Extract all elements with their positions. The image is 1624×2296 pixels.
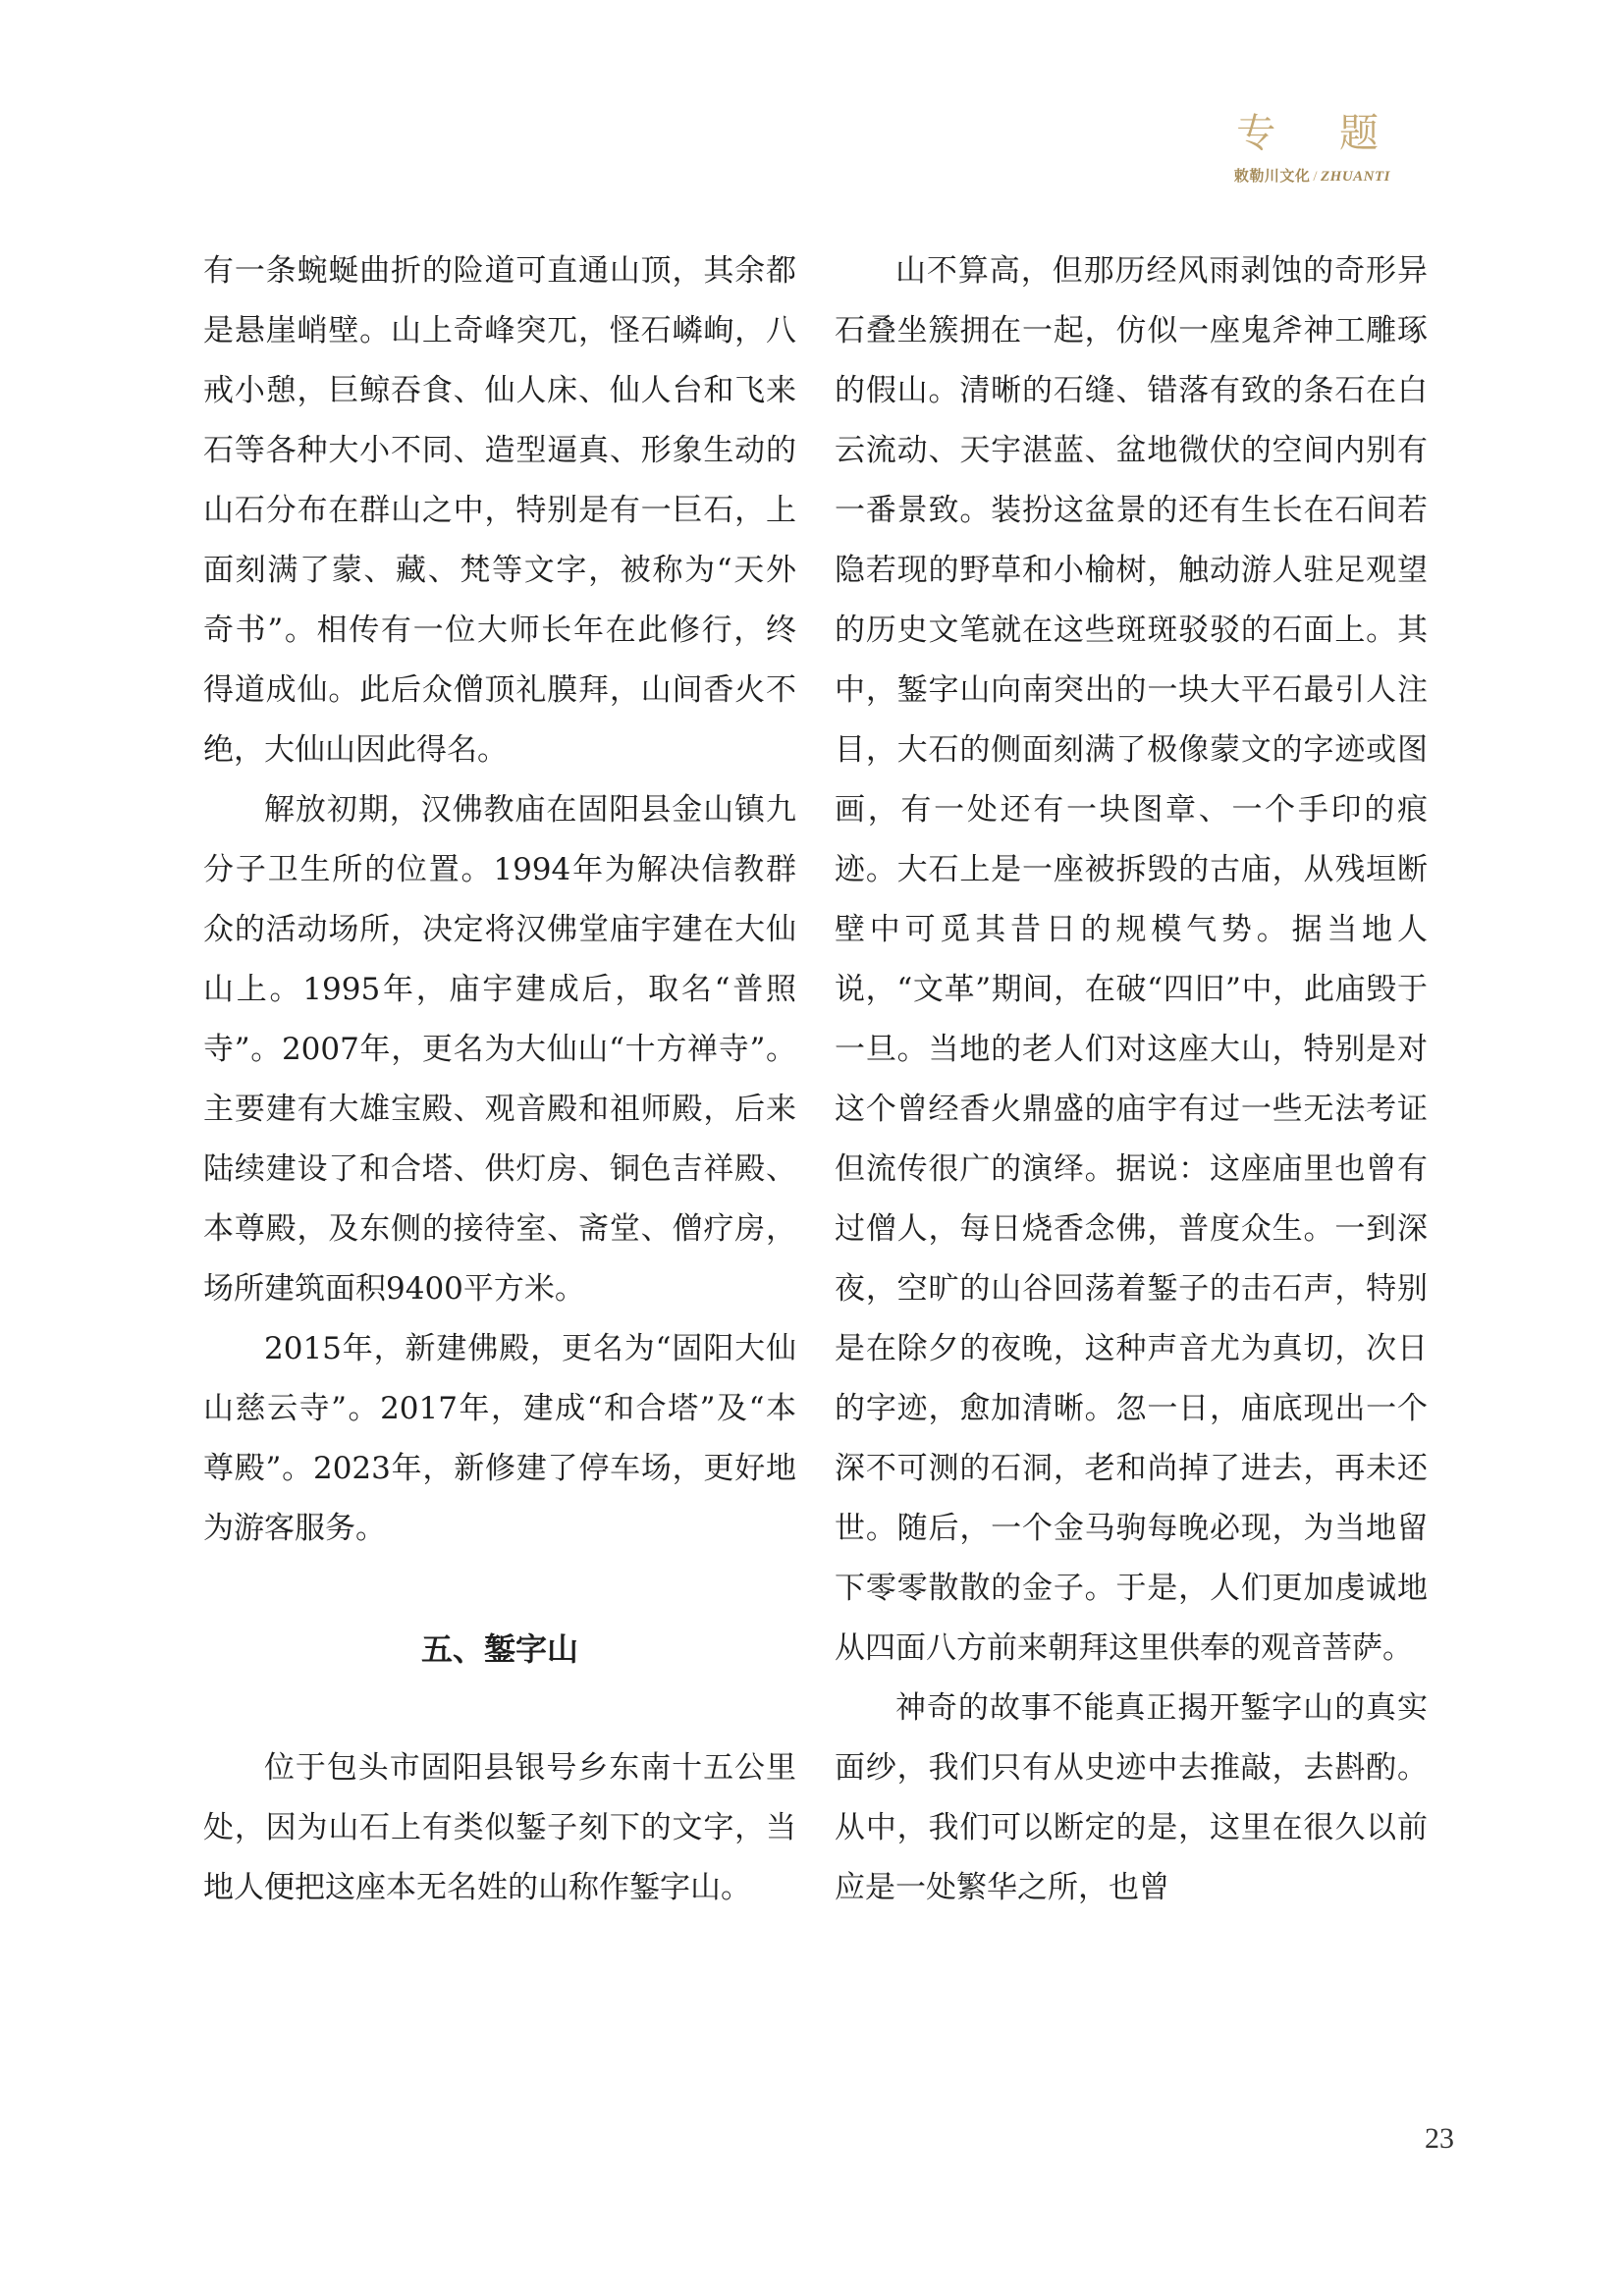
publication-name: 敕勒川文化 (1233, 169, 1311, 185)
paragraph: 神奇的故事不能真正揭开錾字山的真实面纱，我们只有从史迹中去推敲，去斟酌。从中，我们可以断定的是，这里在很久以前应是一处繁华之所，也曾 (835, 1690, 1428, 1905)
paragraph: 位于包头市固阳县银号乡东南十五公里处，因为山石上有类似錾子刻下的文字，当地人便把这座本无名姓的山称作錾字山。 (203, 1750, 796, 1905)
paragraph: 2015年，新建佛殿，更名为“固阳大仙山慈云寺”。2017年，建成“和合塔”及“本尊殿”。2023年，新修建了停车场，更好地为游客服务。 (203, 1331, 796, 1546)
publication-line (1234, 165, 1390, 186)
paragraph: 解放初期，汉佛教庙在固阳县金山镇九分子卫生所的位置。1994年为解决信教群众的活动场所，决定将汉佛堂庙宇建在大仙山上。1995年，庙宇建成后，取名“普照寺”。2007年，更名为大仙山“十方禅寺”。主要建有大雄宝殿、观音殿和祖师殿，后来陆续建设了和合塔、供灯房、铜色吉祥殿、本尊殿，及东侧的接待室、斋堂、僧疗房，场所建筑面积9400平方米。 (203, 792, 796, 1307)
left-column (203, 241, 796, 1918)
page-number: 23 (1425, 2122, 1454, 2155)
section-title: 专 题 (1236, 111, 1404, 156)
separator-slash: / (1313, 169, 1318, 185)
section-heading: 五、錾字山 (420, 1630, 578, 1668)
paragraph: 山不算高，但那历经风雨剥蚀的奇形异石叠坐簇拥在一起，仿似一座鬼斧神工雕琢的假山。清晰的石缝、错落有致的条石在白云流动、天宇湛蓝、盆地微伏的空间内别有一番景致。装扮这盆景的还有生长在石间若隐若现的野草和小榆树，触动游人驻足观望的历史文笔就在这些斑斑驳驳的石面上。其中，錾字山向南突出的一块大平石最引人注目，大石的侧面刻满了极像蒙文的字迹或图画，有一处还有一块图章、一个手印的痕迹。大石上是一座被拆毁的古庙，从残垣断壁中可觅其昔日的规模气势。据当地人说，“文革”期间，在破“四旧”中，此庙毁于一旦。当地的老人们对这座大山，特别是对这个曾经香火鼎盛的庙宇有过一些无法考证但流传很广的演绎。据说：这座庙里也曾有过僧人，每日烧香念佛，普度众生。一到深夜，空旷的山谷回荡着錾子的击石声，特别是在除夕的夜晚，这种声音尤为真切，次日的字迹，愈加清晰。忽一日，庙底现出一个深不可测的石洞，老和尚掉了进去，再未还世。随后，一个金马驹每晚必现，为当地留下零零散散的金子。于是，人们更加虔诚地从四面八方前来朝拜这里供奉的观音菩萨。 (835, 253, 1428, 1666)
paragraph: 有一条蜿蜒曲折的险道可直通山顶，其余都是悬崖峭壁。山上奇峰突兀，怪石嶙峋，八戒小憩，巨鲸吞食、仙人床、仙人台和飞来石等各种大小不同、造型逼真、形象生动的山石分布在群山之中，特别是有一巨石，上面刻满了蒙、藏、梵等文字，被称为“天外奇书”。相传有一位大师长年在此修行，终得道成仙。此后众僧顶礼膜拜，山间香火不绝，大仙山因此得名。 (203, 253, 796, 768)
right-column (835, 241, 1428, 1918)
section-latin: ZHUANTI (1321, 169, 1390, 185)
page-header (1233, 110, 1404, 186)
